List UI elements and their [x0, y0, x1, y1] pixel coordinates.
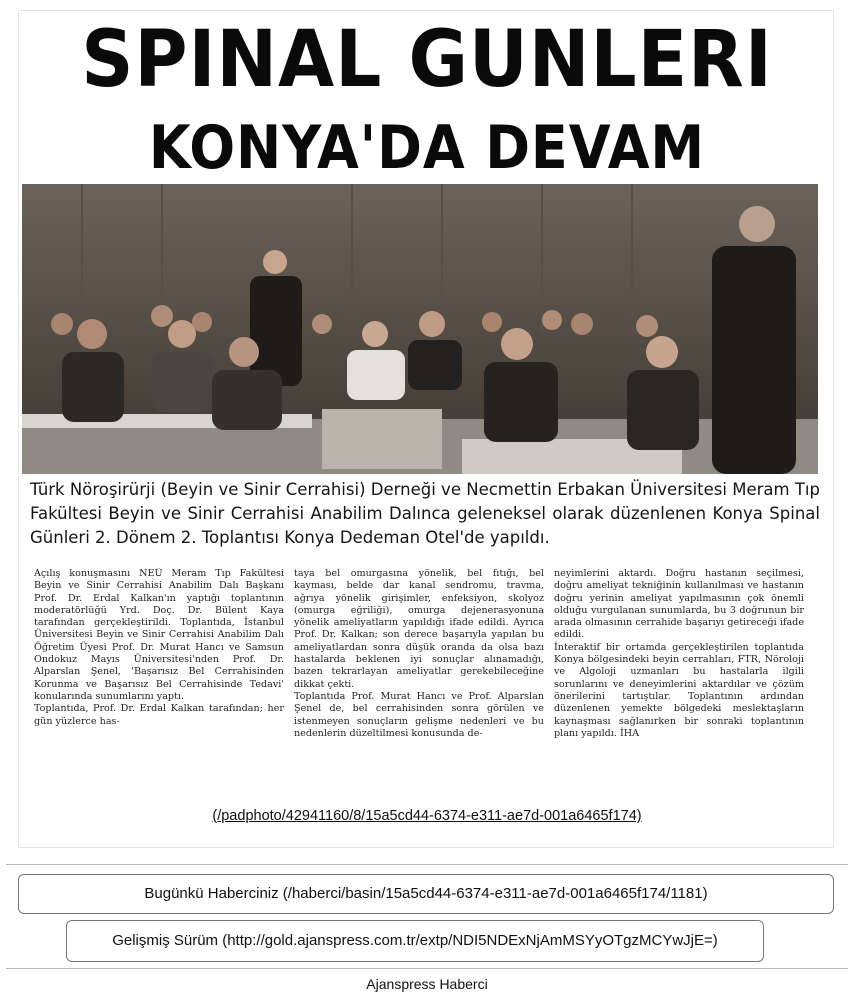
article-column-1: Açılış konuşmasını NEÜ Meram Tıp Fakültesi Beyin ve Sinir Cerrahisi Anabilim Dalı Başkanı Prof. Dr. Erdal Kalkan'ın yaptığı toplantının moderatörlüğü Yrd. Doç. Dr. Bülent Kaya tarafından gerçekleştirildi. Toplantıda, İstanbul Üniversitesi Beyin ve Sinir Cerrahisi Anabilim Dalı Öğretim Üyesi Prof. Dr. Murat Hancı ve Samsun Ondokuz Mayıs Üniversitesi'nden Prof. Dr. Alparslan Şenel, 'Başarısız Bel Cerrahisinden Korunma ve Başarısız Bel Cerrahisinde Tedavi' konularında sunumlarını yaptı. Toplantıda, Prof. Dr. Erdal Kalkan tarafından; her gün yüzlerce has- [34, 568, 284, 727]
photo-caption: Türk Nöroşirürji (Beyin ve Sinir Cerrahisi) Derneği ve Necmettin Erbakan Üniversitesi Meram Tıp Fakültesi Beyin ve Sinir Cerrahisi Anabilim Dalınca geleneksel olarak düzenlenen Konya Spinal Günleri 2. Dönem 2. Toplantısı Konya Dedeman Otel'de yapıldı. [30, 480, 820, 547]
article-column-3: neyimlerini aktardı. Doğru hastanın seçilmesi, doğru ameliyat tekniğinin kullanılması ve hastanın doğru yerinin ameliyat yapılmasının çok önemli olduğu vurgulanan sunumlarda, bu 3 doğrunun bir arada olmasının cerrahide başarıyı getireceği ifade edildi. İnteraktif bir ortamda gerçekleştirilen toplantıda Konya bölgesindeki beyin cerrahları, FTR, Nöroloji ve Algoloji uzmanları bu hastalarla ilgili sorunlarını ve deneyimlerini aktardılar ve çözüm önerilerini tartıştılar. Toplantının ardından düzenlenen yemekte bölgedeki meslektaşların kaynaşması sağlanırken bir sonraki toplantının planı yapıldı. İHA [554, 568, 804, 739]
headline-line-1: SPINAL GUNLERI [81, 15, 773, 105]
pad-photo-link-row [0, 808, 854, 824]
conference-photo [22, 184, 818, 474]
divider [6, 968, 848, 969]
pad-photo-link[interactable]: (/padphoto/42941160/8/15a5cd44-6374-e311-ae7d-001a6465f174) [212, 808, 642, 824]
advanced-version-link-box[interactable]: Gelişmiş Sürüm (http://gold.ajanspress.com.tr/extp/NDI5NDExNjAmMSYyOTgzMCYwJjE=) [66, 920, 764, 962]
conference-photo-illustration [22, 184, 818, 474]
article-column-2: taya bel omurgasına yönelik, bel fıtığı, bel kayması, belde dar kanal sendromu, travma, ağrıya yönelik girişimler, enfeksiyon, skolyoz (omurga eğriliği), omurga dejenerasyonuna yönelik ameliyatların yapıldığı ifade edildi. Ayrıca Prof. Dr. Kalkan; son derece başarıyla yapılan bu ameliyatlardan sonra düşük oranda da olsa bazı hastalarda beklenen iyi sonuçlar alınamadığı, bazen tekrarlayan ameliyatlar gerekebileceğine dikkat çekti. Toplantıda Prof. Murat Hancı ve Prof. Alparslan Şenel de, bel cerrahisinden sonra görülen ve istenmeyen sonuçların gelişme nedenleri ve bu nedenlerin düzeltilmesi konusunda de- [294, 568, 544, 739]
reporter-link-box[interactable]: Bugünkü Haberciniz (/haberci/basin/15a5cd44-6374-e311-ae7d-001a6465f174/1181) [18, 874, 834, 914]
headline-line-2: KONYA'DA DEVAM [148, 113, 706, 183]
divider [6, 864, 848, 865]
article-body [34, 568, 804, 808]
footer-brand: Ajanspress Haberci [366, 976, 488, 992]
